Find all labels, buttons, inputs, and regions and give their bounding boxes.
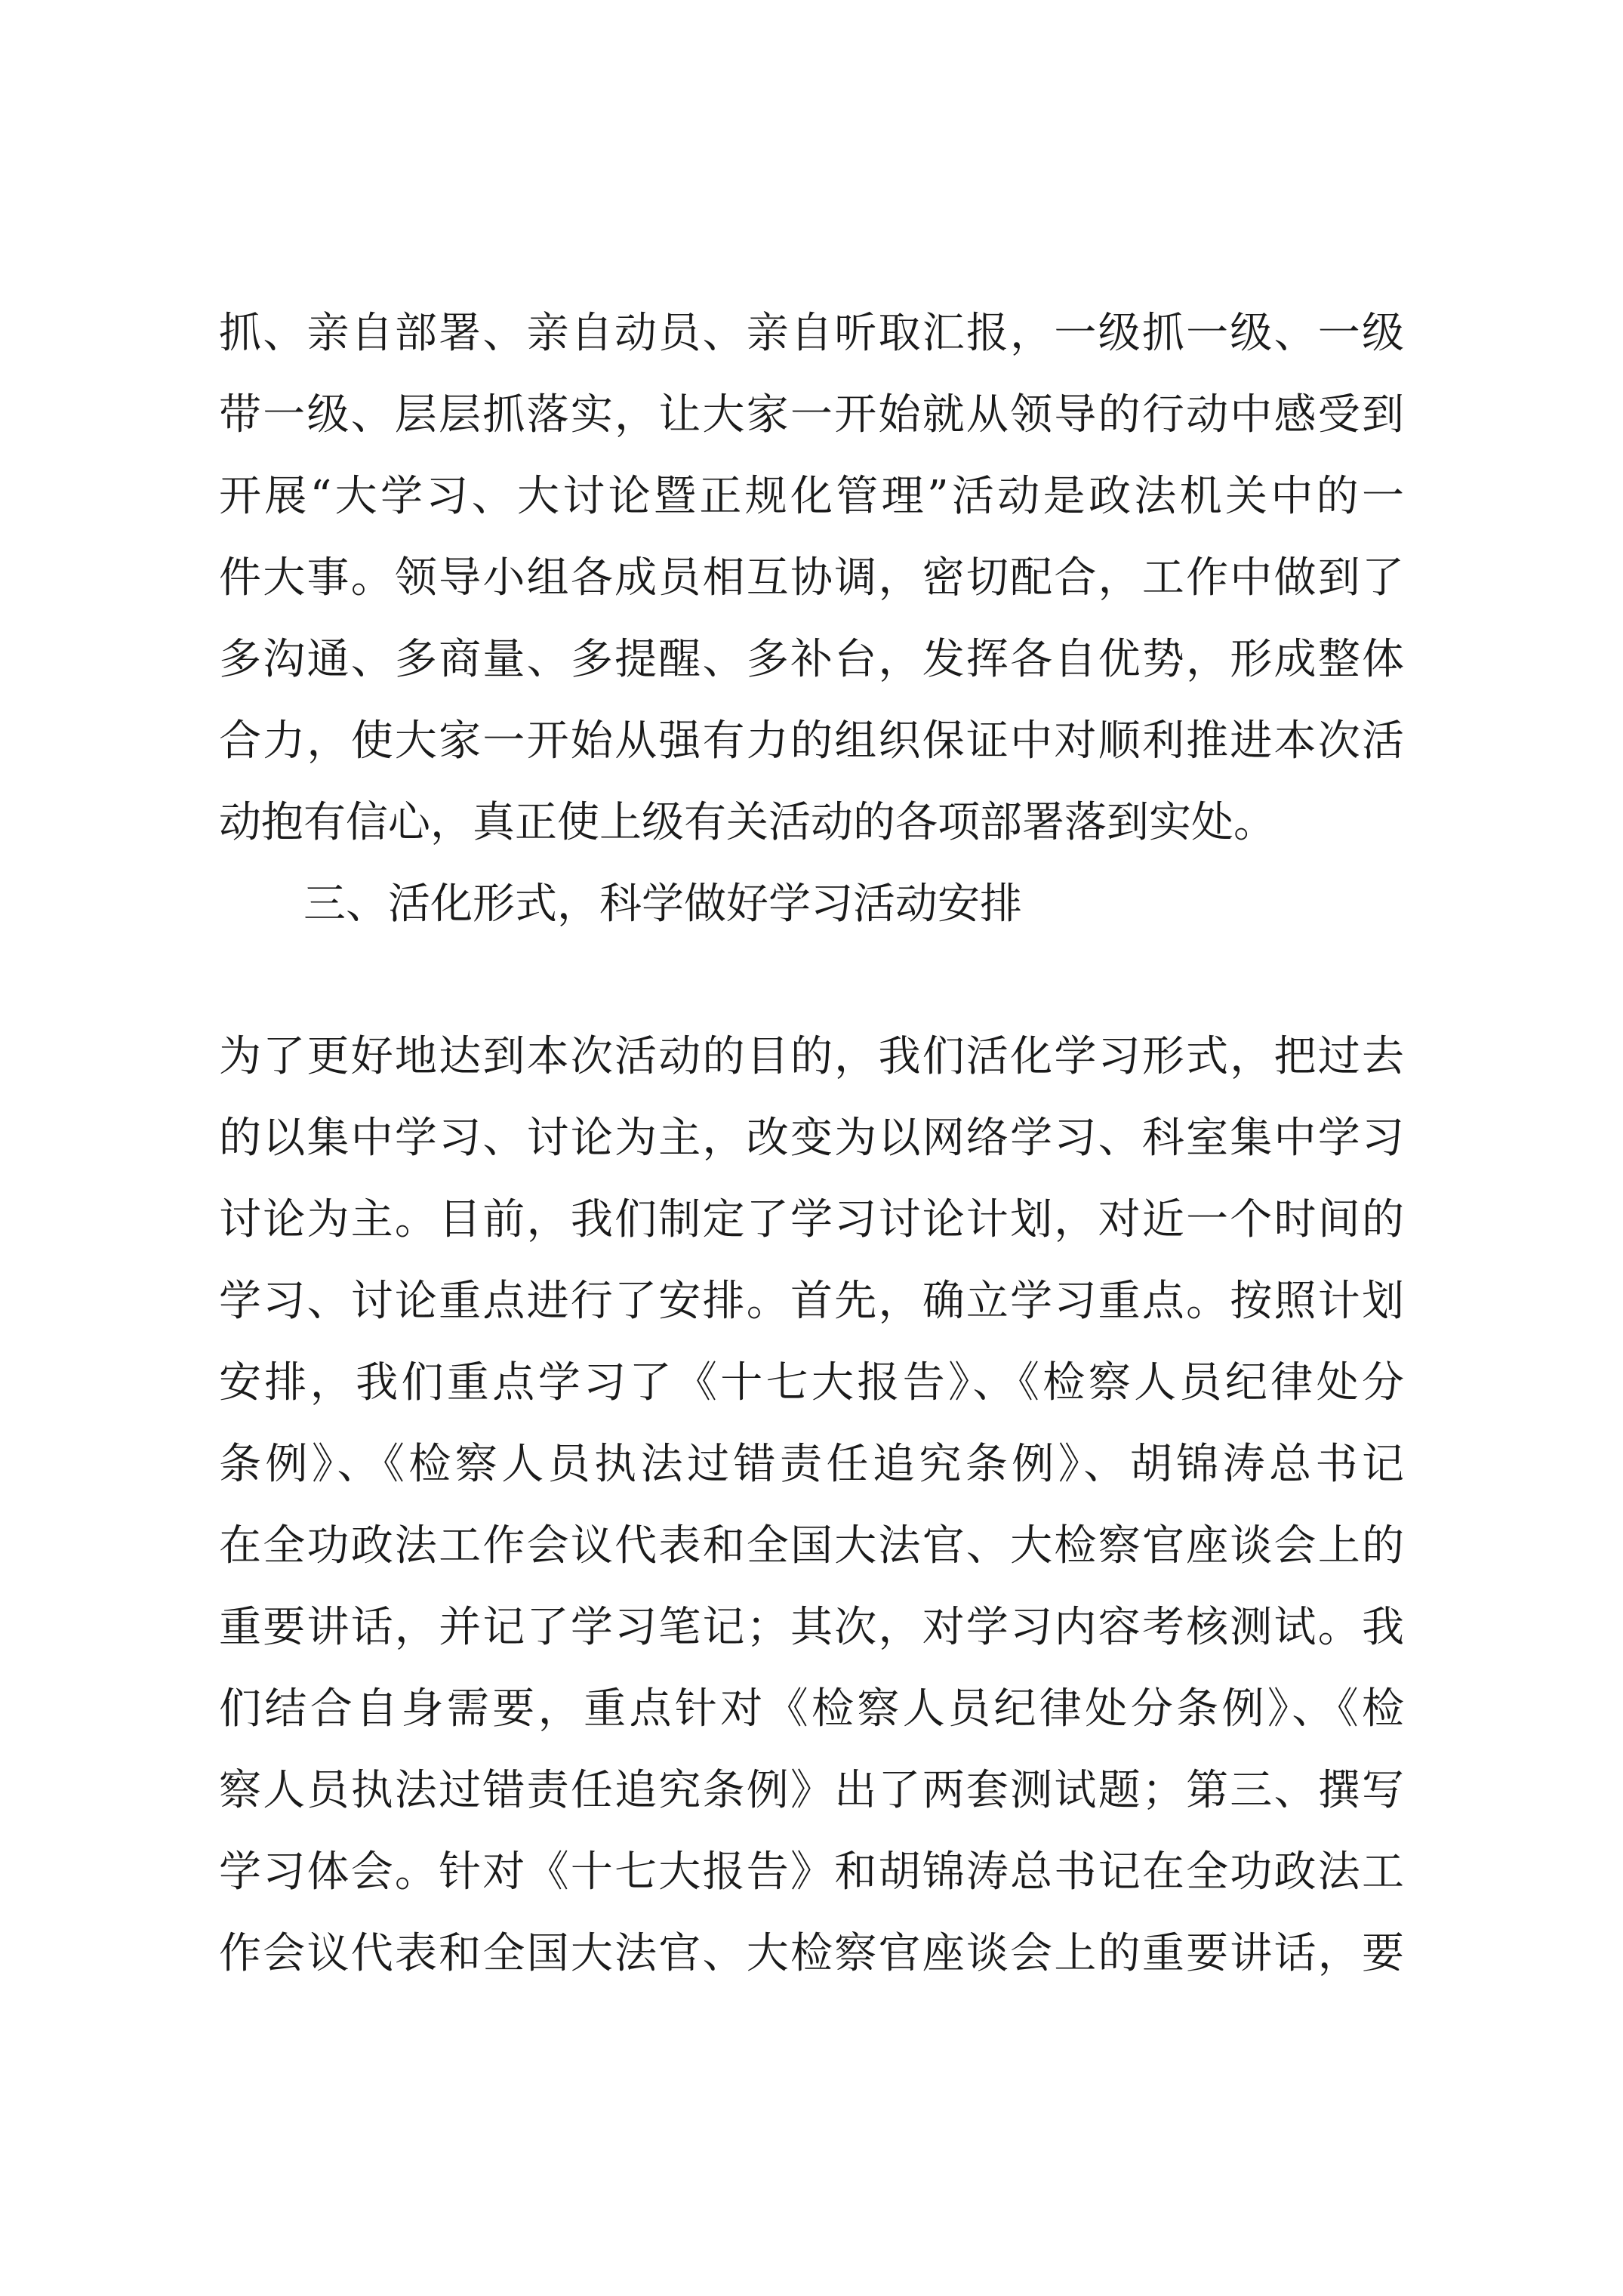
paragraph-line: 作会议代表和全国大法官、大检察官座谈会上的重要讲话，要 [219,1929,1404,1978]
paragraph-line: 合力，使大家一开始从强有力的组织保证中对顺利推进本次活 [219,717,1404,766]
paragraph-line: 安排，我们重点学习了《十七大报告》、《检察人员纪律处分 [219,1358,1404,1407]
paragraph-line: 的以集中学习、讨论为主，改变为以网络学习、科室集中学习 [219,1114,1404,1163]
paragraph-line: 条例》、《检察人员执法过错责任追究条例》、胡锦涛总书记 [219,1440,1404,1489]
paragraph-line: 动抱有信心，真正使上级有关活动的各项部署落到实处。 [219,798,1276,847]
section-heading: 三、活化形式，科学做好学习活动安排 [303,880,1022,929]
paragraph-line: 学习、讨论重点进行了安排。首先，确立学习重点。按照计划 [219,1277,1404,1326]
paragraph-line: 开展“大学习、大讨论暨正规化管理”活动是政法机关中的一 [219,472,1404,521]
paragraph-line: 们结合自身需要，重点针对《检察人员纪律处分条例》、《检 [219,1684,1404,1734]
paragraph-line: 为了更好地达到本次活动的目的，我们活化学习形式，把过去 [219,1032,1404,1081]
paragraph-line: 察人员执法过错责任追究条例》出了两套测试题；第三、撰写 [219,1766,1404,1815]
paragraph-line: 多沟通、多商量、多提醒、多补台，发挥各自优势，形成整体 [219,635,1404,684]
paragraph-line: 件大事。领导小组各成员相互协调，密切配合，工作中做到了 [219,553,1404,603]
paragraph-line: 学习体会。针对《十七大报告》和胡锦涛总书记在全功政法工 [219,1848,1404,1897]
paragraph-line: 在全功政法工作会议代表和全国大法官、大检察官座谈会上的 [219,1521,1404,1570]
paragraph-line: 带一级、层层抓落实，让大家一开始就从领导的行动中感受到 [219,390,1404,439]
paragraph-line: 讨论为主。目前，我们制定了学习讨论计划，对近一个时间的 [219,1195,1404,1244]
paragraph-line: 重要讲话，并记了学习笔记；其次，对学习内容考核测试。我 [219,1603,1404,1652]
paragraph-line: 抓、亲自部署、亲自动员、亲自听取汇报，一级抓一级、一级 [219,309,1404,358]
